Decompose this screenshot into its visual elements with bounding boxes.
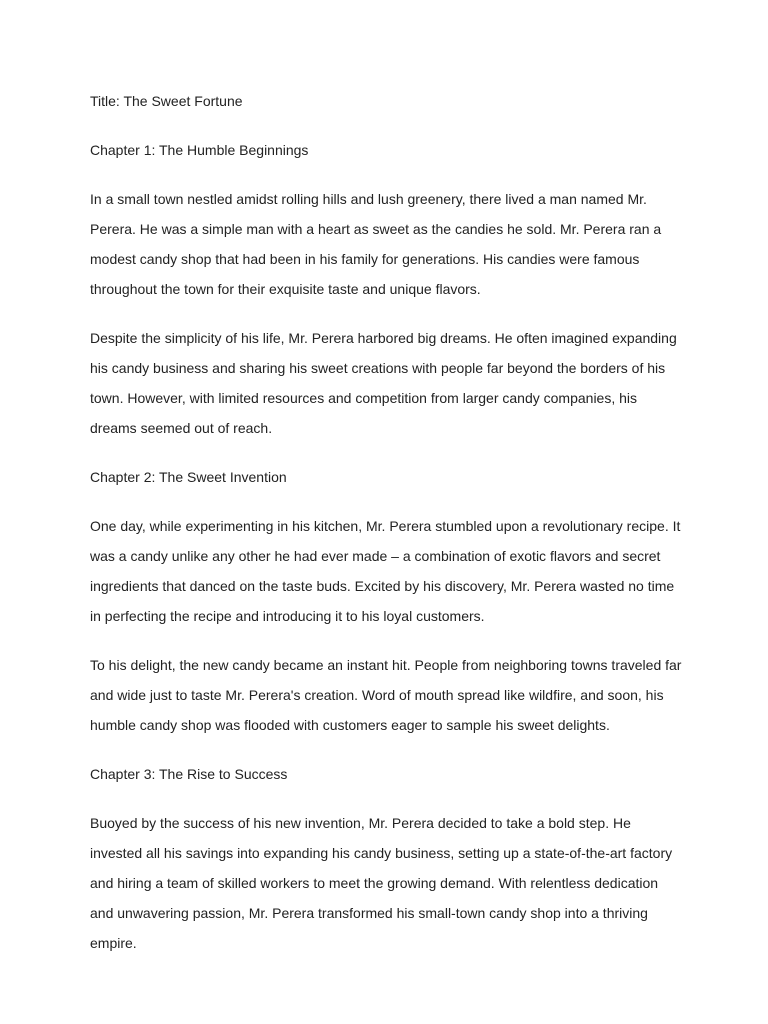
chapter-1-paragraph-2: Despite the simplicity of his life, Mr. Perera harbored big dreams. He often imagined expanding his candy business and sharing his sweet creations with people far beyond the borders of his town. However, with limited resources and competition from larger candy companies, his dreams seemed out of reach. (90, 330, 677, 436)
chapter-2-heading: Chapter 2: The Sweet Invention (90, 469, 287, 485)
document-title: Title: The Sweet Fortune (90, 93, 243, 109)
chapter-3-paragraph-1: Buoyed by the success of his new invention, Mr. Perera decided to take a bold step. He invested all his savings into expanding his candy business, setting up a state-of-the-art factory and hiring a team of skilled workers to meet the growing demand. With relentless dedication and unwavering passion, Mr. Perera transformed his small-town candy shop into a thriving empire. (90, 815, 673, 951)
chapter-2-paragraph-1: One day, while experimenting in his kitchen, Mr. Perera stumbled upon a revolutionary recipe. It was a candy unlike any other he had ever made – a combination of exotic flavors and secret ingredients that danced on the taste buds. Excited by his discovery, Mr. Perera wasted no time in perfecting the recipe and introducing it to his loyal customers. (90, 518, 681, 624)
chapter-1-paragraph-1: In a small town nestled amidst rolling hills and lush greenery, there lived a man named Mr. Perera. He was a simple man with a heart as sweet as the candies he sold. Mr. Perera ran a modest candy shop that had been in his family for generations. His candies were famous throughout the town for their exquisite taste and unique flavors. (90, 191, 662, 297)
chapter-1-heading: Chapter 1: The Humble Beginnings (90, 142, 309, 158)
chapter-3-heading: Chapter 3: The Rise to Success (90, 766, 288, 782)
chapter-2-paragraph-2: To his delight, the new candy became an instant hit. People from neighboring towns traveled far and wide just to taste Mr. Perera's creation. Word of mouth spread like wildfire, and soon, his humble candy shop was flooded with customers eager to sample his sweet delights. (90, 657, 682, 733)
document-body (90, 86, 682, 977)
